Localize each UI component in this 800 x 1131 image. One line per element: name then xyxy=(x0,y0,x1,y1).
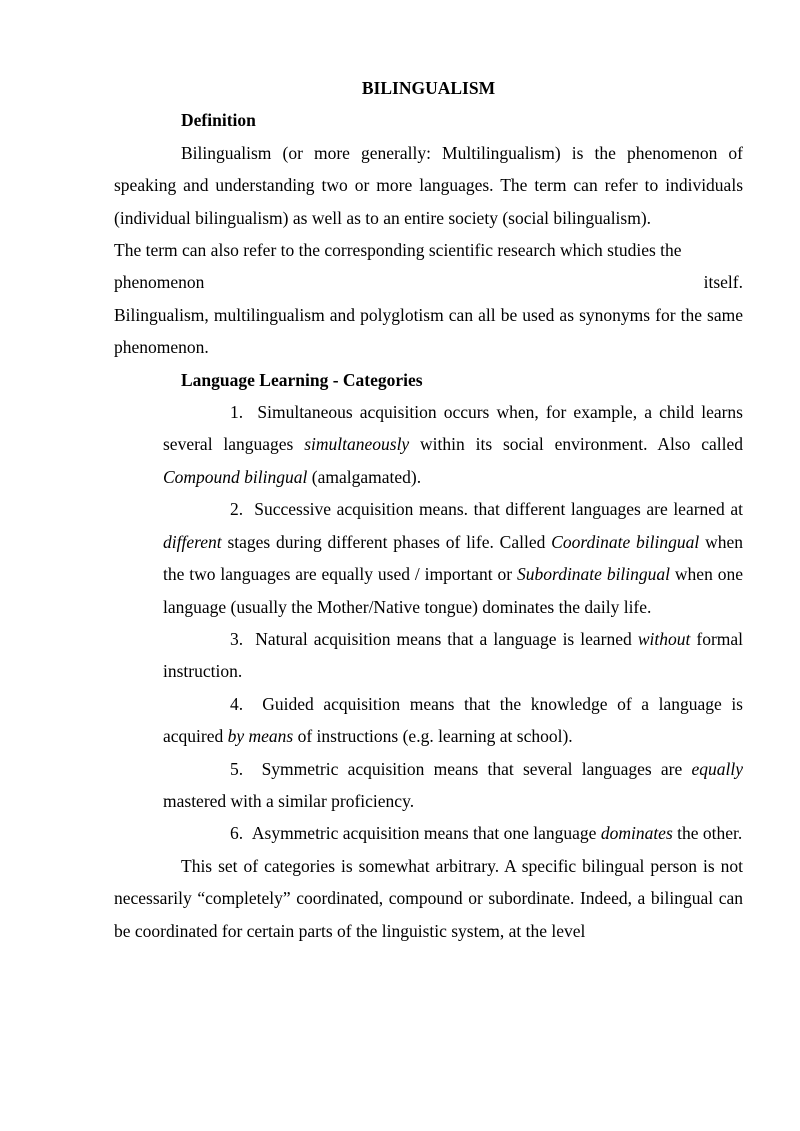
category-number: 5. xyxy=(230,758,244,779)
category-emphasis: Compound bilingual xyxy=(163,466,308,487)
category-text: Guided acquisition means that the knowledge of a language is acquired xyxy=(163,693,743,747)
category-text: when the two languages are equally used / important or xyxy=(163,531,743,585)
category-emphasis: equally xyxy=(691,758,743,779)
category-item xyxy=(163,688,743,753)
category-text: when one language (usually the Mother/Native tongue) dominates the daily life. xyxy=(163,564,743,617)
category-text: Natural acquisition means that a language is learned xyxy=(255,628,638,649)
category-number: 3. xyxy=(230,628,244,649)
category-item xyxy=(163,493,743,623)
category-emphasis: simultaneously xyxy=(304,434,410,455)
category-text: Symmetric acquisition means that several languages are xyxy=(261,758,692,779)
category-item xyxy=(163,753,743,818)
definition-paragraph: Bilingualism (or more generally: Multilingualism) is the phenomenon of speaking and understanding two or more languages. The term can refer to individuals (individual bilingualism) as well as to an entire society (social bilingualism). xyxy=(114,142,743,228)
research-word-right: itself. xyxy=(703,272,743,293)
definition-heading: Definition xyxy=(181,110,256,131)
category-text: mastered with a similar proficiency. xyxy=(163,790,415,811)
category-number: 1. xyxy=(230,402,244,423)
category-item xyxy=(163,396,743,493)
category-emphasis: without xyxy=(637,628,691,649)
category-text: stages during different phases of life. Called xyxy=(221,531,552,552)
category-text: within its social environment. Also called xyxy=(409,434,743,455)
category-emphasis: Subordinate bilingual xyxy=(517,564,671,585)
category-text: Asymmetric acquisition means that one language xyxy=(251,823,601,844)
category-number: 4. xyxy=(230,693,244,714)
category-emphasis: Coordinate bilingual xyxy=(551,531,700,552)
closing-paragraph: This set of categories is somewhat arbitrary. A specific bilingual person is not necessarily “completely” coordinated, compound or subordinate. Indeed, a bilingual can be coordinated for certain parts of the linguistic system, at the level xyxy=(114,855,743,941)
research-word-left: phenomenon xyxy=(114,272,205,293)
research-line-continued xyxy=(114,266,743,298)
category-item xyxy=(163,623,743,688)
document-page xyxy=(114,72,743,947)
synonyms-paragraph: Bilingualism, multilingualism and polyglotism can all be used as synonyms for the same phenomenon. xyxy=(114,304,743,358)
category-text: formal instruction. xyxy=(163,628,744,682)
category-text: Successive acquisition means. that different languages are learned at xyxy=(254,499,743,520)
categories-list xyxy=(114,396,743,850)
category-emphasis: dominates xyxy=(600,823,673,844)
category-text: the other. xyxy=(672,823,743,844)
category-emphasis: different xyxy=(163,531,222,552)
category-item xyxy=(163,817,743,849)
category-text: (amalgamated). xyxy=(307,466,422,487)
category-text: Simultaneous acquisition occurs when, for example, a child learns several languages xyxy=(163,402,743,455)
categories-heading: Language Learning - Categories xyxy=(181,369,423,390)
category-number: 2. xyxy=(230,499,244,520)
research-line: The term can also refer to the corresponding scientific research which studies the xyxy=(114,240,682,261)
document-title: BILINGUALISM xyxy=(361,78,496,98)
category-text: of instructions (e.g. learning at school). xyxy=(293,726,573,747)
category-number: 6. xyxy=(230,823,244,844)
category-emphasis: by means xyxy=(227,726,294,747)
